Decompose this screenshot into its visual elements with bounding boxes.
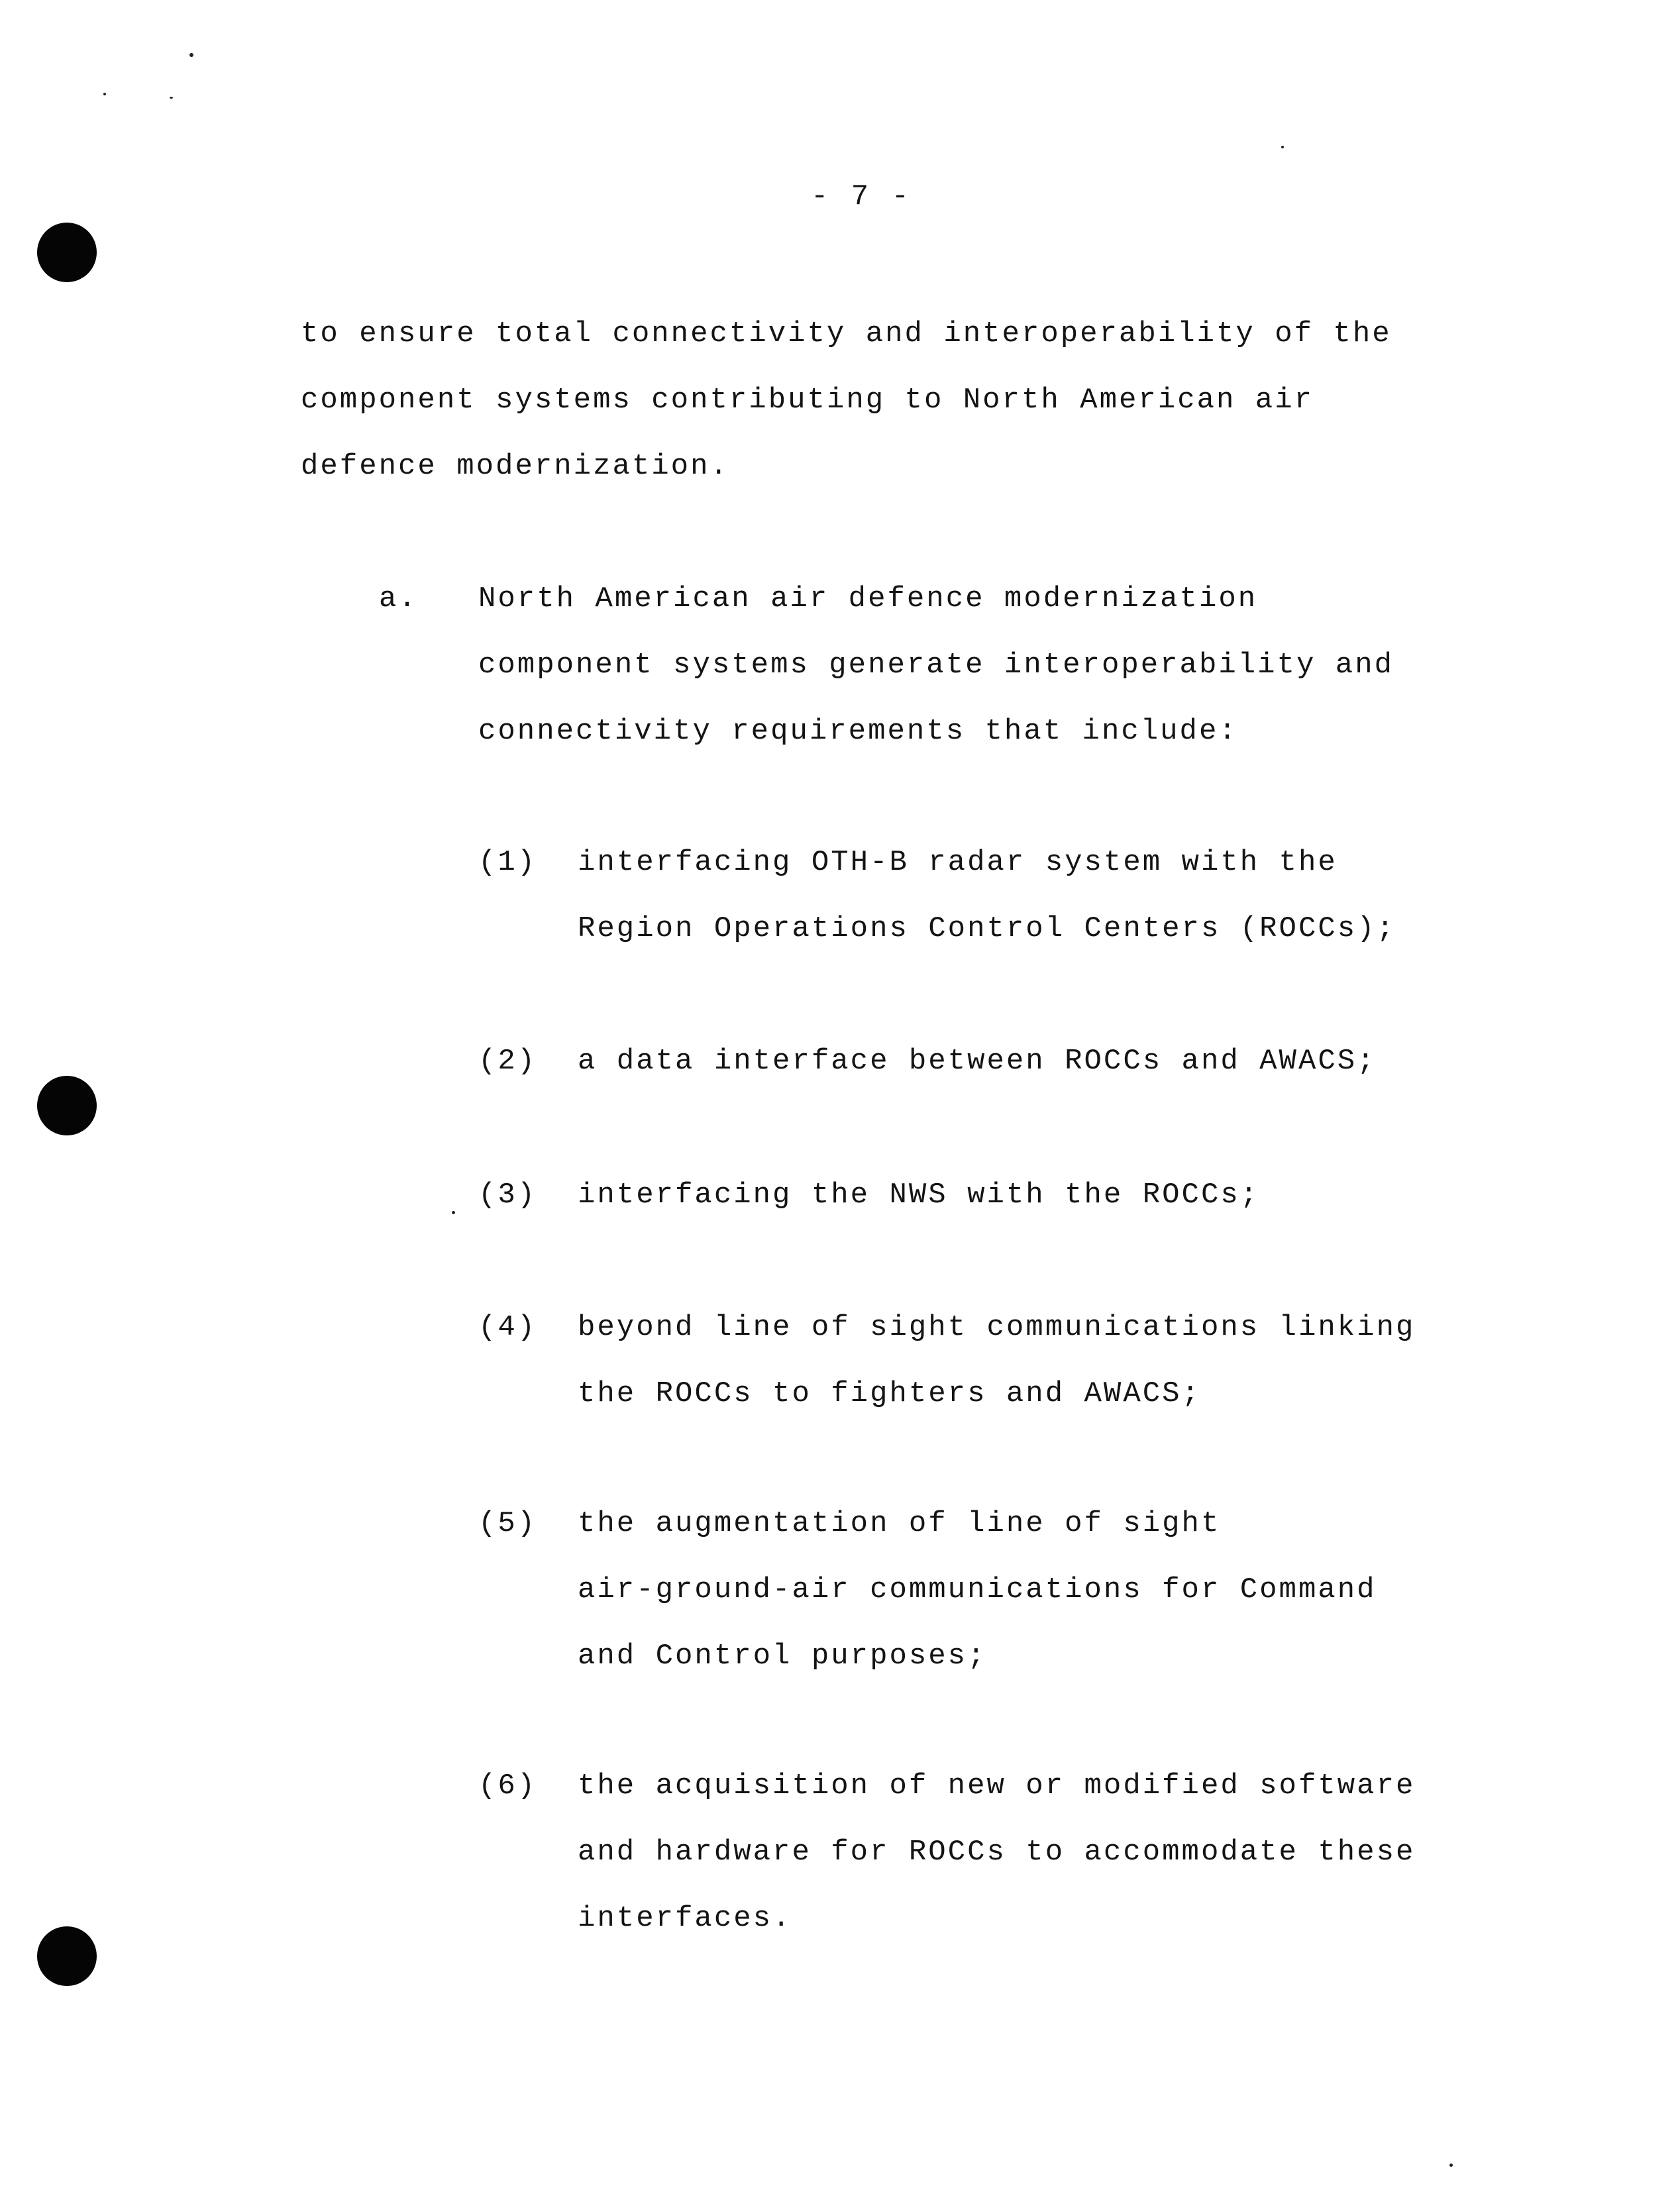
subitem-5-line: the augmentation of line of sight — [578, 1507, 1221, 1540]
subitem-4-line: the ROCCs to fighters and AWACS; — [578, 1377, 1201, 1410]
intro-line: defence modernization. — [301, 450, 729, 483]
intro-line: to ensure total connectivity and interoperability of the — [301, 317, 1392, 350]
subitem-2-marker: (2) — [478, 1045, 537, 1078]
subitem-1-line: interfacing OTH-B radar system with the — [578, 846, 1338, 879]
subitem-6-line: the acquisition of new or modified software — [578, 1769, 1416, 1802]
punch-hole-bottom — [37, 1926, 97, 1986]
subitem-1-marker: (1) — [478, 846, 537, 879]
item-a-marker: a. — [379, 582, 418, 615]
page-number: - 7 - — [810, 180, 912, 213]
subitem-3-marker: (3) — [478, 1178, 537, 1212]
scan-speck — [452, 1211, 455, 1214]
subitem-4-marker: (4) — [478, 1311, 537, 1344]
punch-hole-middle — [37, 1076, 97, 1135]
subitem-5-line: air-ground-air communications for Command — [578, 1573, 1377, 1606]
subitem-2-line: a data interface between ROCCs and AWACS; — [578, 1045, 1377, 1078]
subitem-1-line: Region Operations Control Centers (ROCCs); — [578, 912, 1396, 945]
subitem-6-line: and hardware for ROCCs to accommodate these — [578, 1836, 1416, 1869]
intro-line: component systems contributing to North American air — [301, 384, 1314, 417]
subitem-4-line: beyond line of sight communications linking — [578, 1311, 1416, 1344]
scan-speck — [170, 97, 173, 99]
subitem-5-marker: (5) — [478, 1507, 537, 1540]
subitem-6-marker: (6) — [478, 1769, 537, 1802]
subitem-5-line: and Control purposes; — [578, 1640, 987, 1673]
item-a-line: component systems generate interoperability and — [478, 649, 1394, 682]
subitem-6-line: interfaces. — [578, 1902, 792, 1935]
item-a-line: North American air defence modernization — [478, 582, 1258, 615]
punch-hole-top — [37, 223, 97, 282]
item-a-line: connectivity requirements that include: — [478, 715, 1238, 748]
scan-speck — [189, 53, 193, 57]
scan-speck — [1449, 2164, 1453, 2167]
subitem-3-line: interfacing the NWS with the ROCCs; — [578, 1178, 1260, 1212]
scan-speck — [103, 93, 106, 95]
scan-speck — [1281, 146, 1284, 148]
